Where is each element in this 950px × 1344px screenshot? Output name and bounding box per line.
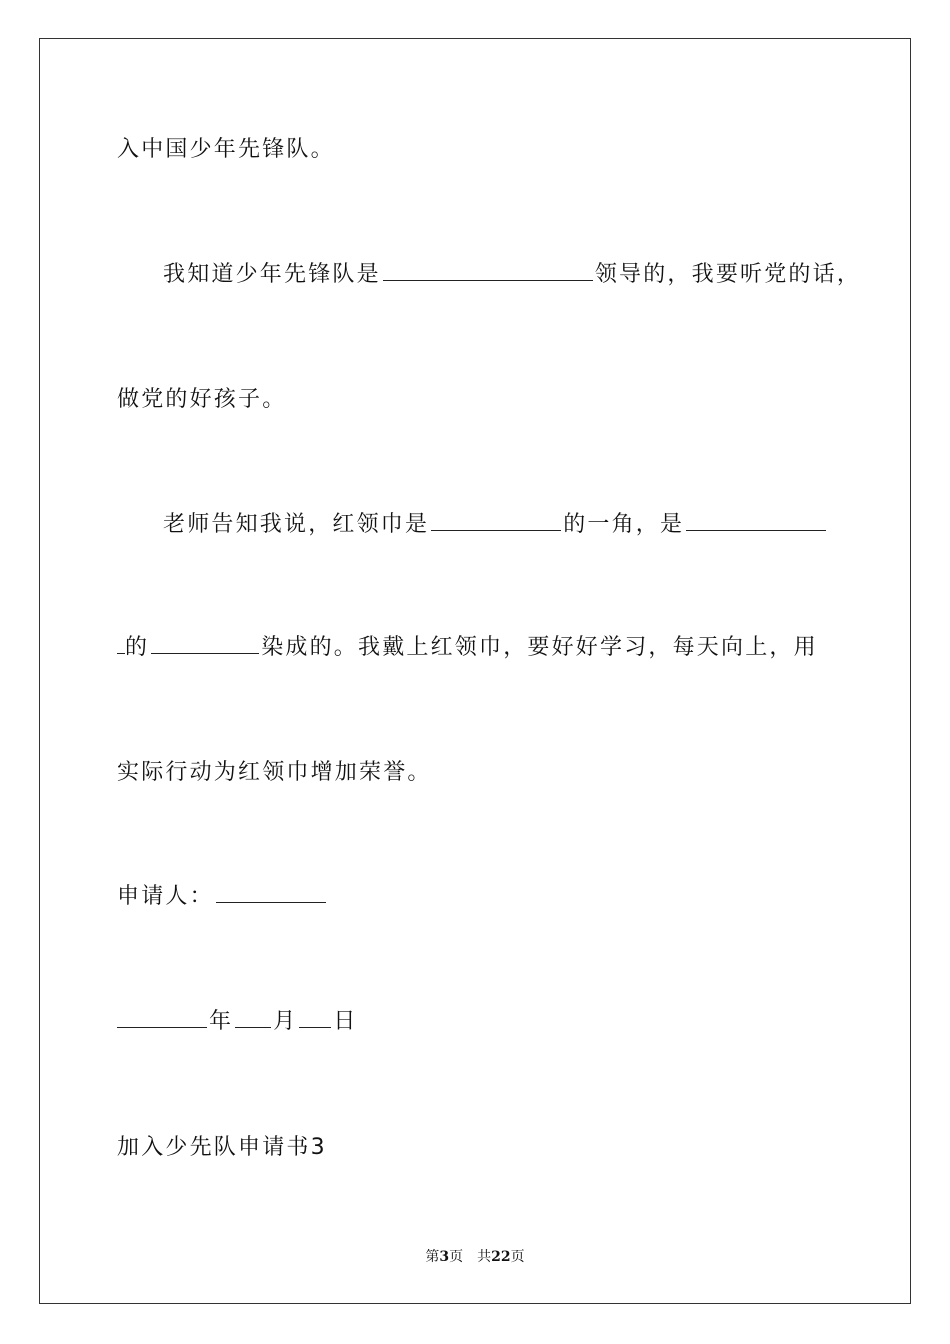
page-footer [0, 1246, 950, 1266]
applicant-label: 申请人： [117, 884, 214, 909]
paragraph-line-3: 做党的好孩子。 [117, 387, 287, 412]
month-blank[interactable] [235, 1009, 271, 1028]
paragraph-line-2 [163, 260, 861, 290]
year-label: 年 [209, 1009, 234, 1034]
paragraph-line-1: 入中国少年先锋队。 [117, 137, 335, 162]
paragraph-line-4 [163, 510, 828, 540]
fill-blank[interactable] [431, 512, 561, 531]
total-suffix: 页 [510, 1249, 525, 1265]
year-blank[interactable] [117, 1009, 207, 1028]
date-line [117, 1007, 358, 1037]
applicant-line [117, 882, 328, 912]
page-total: 22 [491, 1249, 511, 1265]
section-title: 加入少先队申请书3 [117, 1135, 327, 1160]
paragraph-line-5 [117, 633, 818, 663]
text-segment: 老师告知我说，红领巾是 [163, 512, 430, 537]
fill-blank[interactable] [117, 635, 125, 654]
text-segment: 的一角，是 [563, 512, 685, 537]
month-label: 月 [273, 1009, 298, 1034]
total-prefix: 共 [477, 1249, 492, 1265]
page-border [39, 38, 911, 1304]
text-segment: 染成的。我戴上红领巾，要好好学习，每天向上，用 [261, 635, 818, 660]
day-label: 日 [333, 1009, 358, 1034]
day-blank[interactable] [299, 1009, 331, 1028]
page-prefix: 第 [425, 1249, 440, 1265]
applicant-blank[interactable] [216, 884, 326, 903]
paragraph-line-6: 实际行动为红领巾增加荣誉。 [117, 760, 432, 785]
page-current: 3 [439, 1249, 450, 1265]
text-segment: 领导的，我要听党的话， [594, 262, 862, 287]
fill-blank[interactable] [383, 262, 593, 281]
text-segment: 我知道少年先锋队是 [163, 262, 381, 287]
fill-blank[interactable] [686, 512, 826, 531]
page-suffix: 页 [449, 1249, 464, 1265]
text-segment: 的 [125, 635, 150, 660]
fill-blank[interactable] [151, 635, 259, 654]
